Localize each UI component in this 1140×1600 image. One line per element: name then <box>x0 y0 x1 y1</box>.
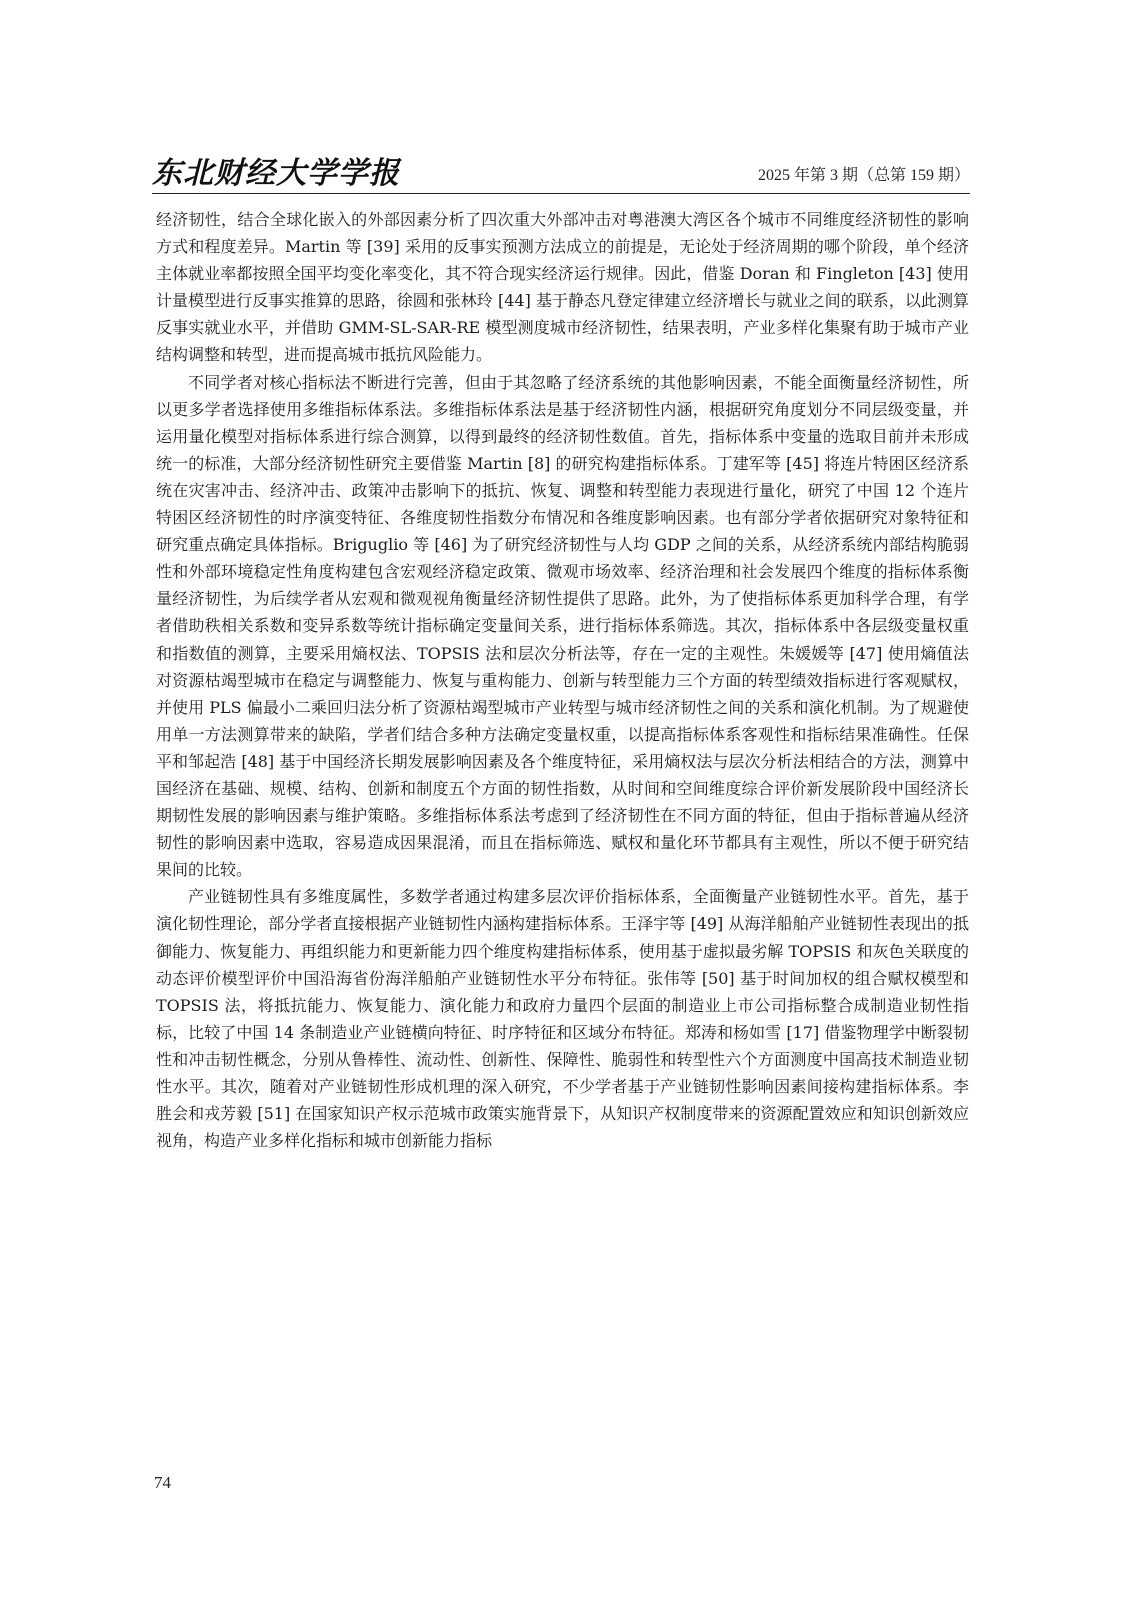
paragraph: 不同学者对核心指标法不断进行完善，但由于其忽略了经济系统的其他影响因素，不能全面衡量经济韧性，所以更多学者选择使用多维指标体系法。多维指标体系法是基于经济韧性内涵，根据研究角度划分不同层级变量，并运用量化模型对指标体系进行综合测算，以得到最终的经济韧性数值。首先，指标体系中变量的选取目前并未形成统一的标准，大部分经济韧性研究主要借鉴 Martin [8] 的研究构建指标体系。丁建军等 [45] 将连片特困区经济系统在灾害冲击、经济冲击、政策冲击影响下的抵抗、恢复、调整和转型能力表现进行量化，研究了中国 12 个连片特困区经济韧性的时序演变特征、各维度韧性指数分布情况和各维度影响因素。也有部分学者依据研究对象特征和研究重点确定具体指标。Briguglio 等 [46] 为了研究经济韧性与人均 GDP 之间的关系，从经济系统内部结构脆弱性和外部环境稳定性角度构建包含宏观经济稳定政策、微观市场效率、经济治理和社会发展四个维度的指标体系衡量经济韧性，为后续学者从宏观和微观视角衡量经济韧性提供了思路。此外，为了使指标体系更加科学合理，有学者借助秩相关系数和变异系数等统计指标确定变量间关系，进行指标体系筛选。其次，指标体系中各层级变量权重和指数值的测算，主要采用熵权法、TOPSIS 法和层次分析法等，存在一定的主观性。朱媛媛等 [47] 使用熵值法对资源枯竭型城市在稳定与调整能力、恢复与重构能力、创新与转型能力三个方面的转型绩效指标进行客观赋权，并使用 PLS 偏最小二乘回归法分析了资源枯竭型城市产业转型与城市经济韧性之间的关系和演化机制。为了规避使用单一方法测算带来的缺陷，学者们结合多种方法确定变量权重，以提高指标体系客观性和指标结果准确性。任保平和邹起浩 [48] 基于中国经济长期发展影响因素及各个维度特征，采用熵权法与层次分析法相结合的方法，测算中国经济在基础、规模、结构、创新和制度五个方面的韧性指数，从时间和空间维度综合评价新发展阶段中国经济长期韧性发展的影响因素与维护策略。多维指标体系法考虑到了经济韧性在不同方面的特征，但由于指标普遍从经济韧性的影响因素中选取，容易造成因果混淆，而且在指标筛选、赋权和量化环节都具有主观性，所以不便于研究结果间的比较。 <box>156 372 969 880</box>
journal-title: 东北财经大学学报 <box>152 156 400 191</box>
running-header <box>152 148 970 192</box>
paragraph: 经济韧性，结合全球化嵌入的外部因素分析了四次重大外部冲击对粤港澳大湾区各个城市不同维度经济韧性的影响方式和程度差异。Martin 等 [39] 采用的反事实预测方法成立的前提是，无论处于经济周期的哪个阶段，单个经济主体就业率都按照全国平均变化率变化，其不符合现实经济运行规律。因此，借鉴 Doran 和 Fingleton [43] 使用计量模型进行反事实推算的思路，徐圆和张林玲 [44] 基于静态凡登定律建立经济增长与就业之间的联系，以此测算反事实就业水平，并借助 GMM-SL-SAR-RE 模型测度城市经济韧性，结果表明，产业多样化集聚有助于城市产业结构调整和转型，进而提高城市抵抗风险能力。 <box>156 210 969 365</box>
paragraph: 产业链韧性具有多维度属性，多数学者通过构建多层次评价指标体系，全面衡量产业链韧性水平。首先，基于演化韧性理论，部分学者直接根据产业链韧性内涵构建指标体系。王泽宇等 [49] 从海洋船舶产业链韧性表现出的抵御能力、恢复能力、再组织能力和更新能力四个维度构建指标体系，使用基于虚拟最劣解 TOPSIS 和灰色关联度的动态评价模型评价中国沿海省份海洋船舶产业链韧性水平分布特征。张伟等 [50] 基于时间加权的组合赋权模型和 TOPSIS 法，将抵抗能力、恢复能力、演化能力和政府力量四个层面的制造业上市公司指标整合成制造业韧性指标，比较了中国 14 条制造业产业链横向特征、时序特征和区域分布特征。郑涛和杨如雪 [17] 借鉴物理学中断裂韧性和冲击韧性概念，分别从鲁棒性、流动性、创新性、保障性、脆弱性和转型性六个方面测度中国高技术制造业韧性水平。其次，随着对产业链韧性形成机理的深入研究，不少学者基于产业链韧性影响因素间接构建指标体系。李胜会和戎芳毅 [51] 在国家知识产权示范城市政策实施背景下，从知识产权制度带来的资源配置效应和知识创新效应视角，构造产业多样化指标和城市创新能力指标 <box>156 887 969 1151</box>
header-divider <box>152 193 970 194</box>
article-body <box>156 206 969 1154</box>
issue-info: 2025 年第 3 期（总第 159 期） <box>757 167 970 184</box>
page-number: 74 <box>154 1473 171 1492</box>
